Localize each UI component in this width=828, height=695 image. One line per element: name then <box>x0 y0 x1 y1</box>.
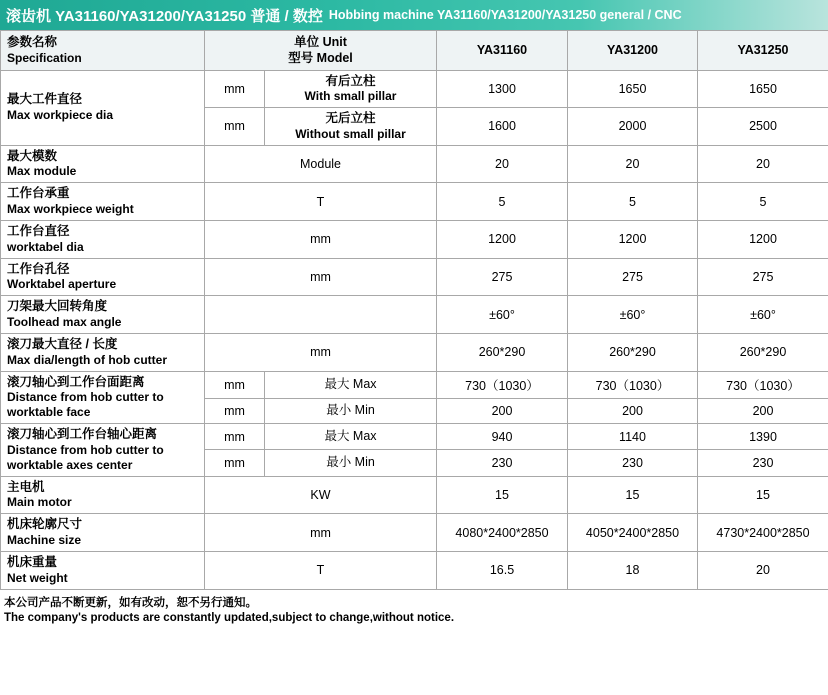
footer-note-en: The company's products are constantly updated,subject to change,without notice. <box>4 612 455 625</box>
row-label-worktable-dia <box>1 221 205 259</box>
row-label-main-motor <box>1 476 205 514</box>
row-sublabel: 最小 Min <box>265 450 437 476</box>
row-label-toolhead-max-angle <box>1 296 205 334</box>
row-unit: mm <box>205 70 265 108</box>
row-unit: mm <box>205 333 437 371</box>
row-unit: Module <box>205 145 437 183</box>
row-value: 20 <box>698 145 828 183</box>
row-value: 2000 <box>568 108 698 146</box>
row-label-cn: 工作台承重 <box>7 186 70 201</box>
row-value: 1200 <box>698 221 828 259</box>
row-value: 230 <box>437 450 568 476</box>
row-value: 260*290 <box>568 333 698 371</box>
row-label-cn: 机床重量 <box>7 555 58 569</box>
row-label-en: Max workpiece dia <box>7 107 114 122</box>
row-value: 15 <box>437 476 568 514</box>
row-value: 1600 <box>437 108 568 146</box>
header-model-ya31200: YA31200 <box>568 31 698 71</box>
row-label-cn: 工作台直径 <box>7 224 70 238</box>
row-value: 5 <box>437 183 568 221</box>
row-label-en: Worktabel aperture <box>7 277 117 292</box>
row-label-cn: 工作台孔径 <box>7 261 70 276</box>
row-unit: KW <box>205 476 437 514</box>
row-value: 940 <box>437 424 568 450</box>
row-label-worktable-aperture <box>1 258 205 296</box>
row-label-en: Machine size <box>7 533 82 547</box>
row-label-en: Max module <box>7 164 77 179</box>
row-label-cn: 主电机 <box>7 479 45 494</box>
title-en: Hobbing machine YA31160/YA31200/YA31250 general / CNC <box>328 8 682 22</box>
row-label-machine-size <box>1 514 205 552</box>
table-header-row <box>1 31 828 71</box>
row-value: 4050*2400*2850 <box>568 514 698 552</box>
row-value: 20 <box>698 552 828 590</box>
row-sublabel: 最小 Min <box>265 399 437 424</box>
table-row <box>1 221 828 259</box>
title-cn: 滚齿机 YA31160/YA31200/YA31250 普通 / 数控 <box>6 7 323 25</box>
header-model-ya31160: YA31160 <box>437 31 568 71</box>
row-label-cn: 滚刀最大直径 / 长度 <box>7 336 118 351</box>
row-label-en: Toolhead max angle <box>7 314 122 329</box>
title-bar <box>0 0 828 30</box>
specification-table <box>0 30 828 590</box>
row-label-cn: 滚刀轴心到工作台面距离 <box>7 374 145 389</box>
row-value: 15 <box>568 476 698 514</box>
row-value: 5 <box>568 183 698 221</box>
row-sublabel <box>265 70 437 108</box>
row-value: 275 <box>698 258 828 296</box>
footer-note-cn: 本公司产品不断更新，如有改动，恕不另行通知。 <box>4 596 257 609</box>
row-value: 230 <box>698 450 828 476</box>
row-value: 18 <box>568 552 698 590</box>
row-value: 1650 <box>698 70 828 108</box>
table-row <box>1 333 828 371</box>
row-value: 730（1030） <box>437 371 568 399</box>
row-unit: mm <box>205 258 437 296</box>
row-value: ±60° <box>698 296 828 334</box>
row-value: 1390 <box>698 424 828 450</box>
row-label-max-workpiece-dia <box>1 70 205 145</box>
row-sublabel-en: Without small pillar <box>295 126 406 141</box>
table-row <box>1 552 828 590</box>
row-value: 1200 <box>437 221 568 259</box>
row-label-max-module <box>1 145 205 183</box>
footer-note <box>0 590 828 627</box>
row-label-en: Net weight <box>7 570 68 585</box>
row-sublabel: 最大 Max <box>265 371 437 399</box>
table-row <box>1 70 828 108</box>
row-unit: mm <box>205 221 437 259</box>
row-value: 15 <box>698 476 828 514</box>
row-label-hob-cutter-dia-length <box>1 333 205 371</box>
row-sublabel-cn: 无后立柱 <box>325 111 376 126</box>
row-unit: mm <box>205 108 265 146</box>
row-value: ±60° <box>568 296 698 334</box>
row-value: 4080*2400*2850 <box>437 514 568 552</box>
table-row <box>1 476 828 514</box>
row-label-en: Distance from hob cutter to worktable face <box>7 390 164 420</box>
row-sublabel: 最大 Max <box>265 424 437 450</box>
row-sublabel-en: With small pillar <box>304 89 397 104</box>
row-unit: T <box>205 183 437 221</box>
row-value: 1650 <box>568 70 698 108</box>
row-label-en: Distance from hob cutter to worktable axes center <box>7 442 164 472</box>
row-value: 2500 <box>698 108 828 146</box>
header-specification <box>1 31 205 71</box>
row-value: 1300 <box>437 70 568 108</box>
row-label-en: Max dia/length of hob cutter <box>7 352 168 367</box>
row-label-cn: 刀架最大回转角度 <box>7 299 108 314</box>
row-label-cn: 最大工件直径 <box>7 92 83 107</box>
row-value: 16.5 <box>437 552 568 590</box>
row-value: 260*290 <box>698 333 828 371</box>
table-row <box>1 296 828 334</box>
row-unit: mm <box>205 399 265 424</box>
row-value: 200 <box>437 399 568 424</box>
table-row <box>1 424 828 450</box>
row-unit: mm <box>205 514 437 552</box>
row-label-max-workpiece-weight <box>1 183 205 221</box>
row-label-cn: 最大模数 <box>7 148 58 163</box>
row-value: 1140 <box>568 424 698 450</box>
row-value: 275 <box>437 258 568 296</box>
row-label-net-weight <box>1 552 205 590</box>
row-label-en: Main motor <box>7 495 72 510</box>
row-value: 200 <box>568 399 698 424</box>
row-value: 200 <box>698 399 828 424</box>
row-value: 230 <box>568 450 698 476</box>
row-label-distance-to-worktable-face <box>1 371 205 424</box>
row-unit: mm <box>205 450 265 476</box>
row-label-en: worktabel dia <box>7 239 84 254</box>
row-value: 4730*2400*2850 <box>698 514 828 552</box>
table-row <box>1 145 828 183</box>
header-model-label: 型号 Model <box>288 51 353 66</box>
row-label-cn: 滚刀轴心到工作台轴心距离 <box>7 427 158 442</box>
row-value: 730（1030） <box>698 371 828 399</box>
table-row <box>1 371 828 399</box>
row-value: 20 <box>568 145 698 183</box>
row-value: 260*290 <box>437 333 568 371</box>
row-sublabel-cn: 有后立柱 <box>325 73 376 88</box>
row-value: 5 <box>698 183 828 221</box>
row-value: 1200 <box>568 221 698 259</box>
row-value: ±60° <box>437 296 568 334</box>
table-row <box>1 258 828 296</box>
header-specification-cn: 参数名称 <box>7 34 58 49</box>
header-model-ya31250: YA31250 <box>698 31 828 71</box>
row-value: 730（1030） <box>568 371 698 399</box>
row-unit: mm <box>205 371 265 399</box>
row-label-en: Max workpiece weight <box>7 202 134 216</box>
row-value: 275 <box>568 258 698 296</box>
table-row <box>1 183 828 221</box>
header-unit-label: 单位 Unit <box>294 35 347 49</box>
row-sublabel <box>265 108 437 146</box>
header-unit-model <box>205 31 437 71</box>
row-label-distance-to-worktable-axes-center <box>1 424 205 477</box>
row-unit <box>205 296 437 334</box>
row-unit: T <box>205 552 437 590</box>
row-unit: mm <box>205 424 265 450</box>
row-value: 20 <box>437 145 568 183</box>
table-row <box>1 514 828 552</box>
row-label-cn: 机床轮廓尺寸 <box>7 517 83 532</box>
header-specification-en: Specification <box>7 50 82 65</box>
